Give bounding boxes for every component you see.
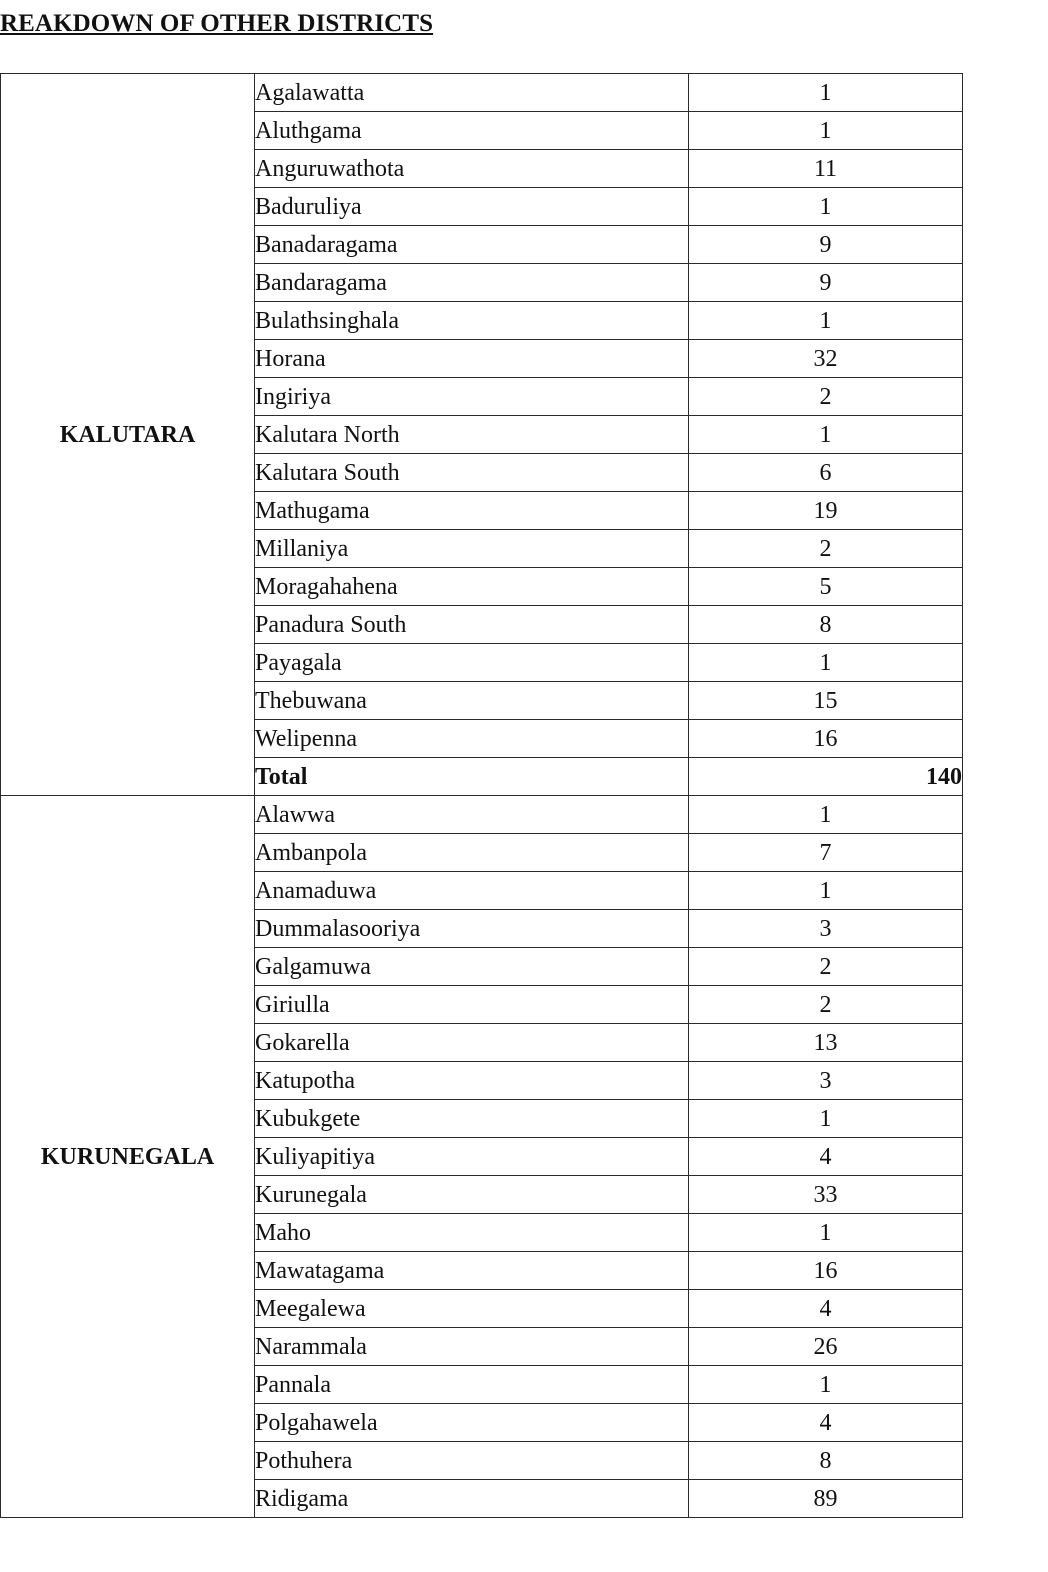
area-name: Giriulla bbox=[255, 986, 689, 1024]
area-name: Agalawatta bbox=[255, 74, 689, 112]
area-count: 7 bbox=[689, 834, 963, 872]
area-name: Payagala bbox=[255, 644, 689, 682]
area-count: 11 bbox=[689, 150, 963, 188]
area-count: 3 bbox=[689, 910, 963, 948]
area-name: Meegalewa bbox=[255, 1290, 689, 1328]
area-count: 1 bbox=[689, 188, 963, 226]
area-name: Kubukgete bbox=[255, 1100, 689, 1138]
area-name: Millaniya bbox=[255, 530, 689, 568]
area-name: Ridigama bbox=[255, 1480, 689, 1518]
area-count: 2 bbox=[689, 948, 963, 986]
area-count: 9 bbox=[689, 264, 963, 302]
area-name: Anguruwathota bbox=[255, 150, 689, 188]
area-name: Aluthgama bbox=[255, 112, 689, 150]
area-name: Panadura South bbox=[255, 606, 689, 644]
area-count: 33 bbox=[689, 1176, 963, 1214]
area-count: 8 bbox=[689, 606, 963, 644]
area-name: Katupotha bbox=[255, 1062, 689, 1100]
area-count: 1 bbox=[689, 644, 963, 682]
area-name: Kuliyapitiya bbox=[255, 1138, 689, 1176]
area-count: 8 bbox=[689, 1442, 963, 1480]
area-name: Kalutara North bbox=[255, 416, 689, 454]
area-count: 15 bbox=[689, 682, 963, 720]
district-name: KURUNEGALA bbox=[1, 796, 255, 1518]
area-name: Maho bbox=[255, 1214, 689, 1252]
area-name: Pothuhera bbox=[255, 1442, 689, 1480]
area-count: 3 bbox=[689, 1062, 963, 1100]
district-breakdown-table bbox=[0, 73, 963, 1518]
area-name: Ambanpola bbox=[255, 834, 689, 872]
area-count: 1 bbox=[689, 1100, 963, 1138]
area-name: Alawwa bbox=[255, 796, 689, 834]
area-count: 1 bbox=[689, 302, 963, 340]
area-count: 6 bbox=[689, 454, 963, 492]
area-count: 4 bbox=[689, 1404, 963, 1442]
district-name: KALUTARA bbox=[1, 74, 255, 796]
area-name: Gokarella bbox=[255, 1024, 689, 1062]
area-count: 2 bbox=[689, 378, 963, 416]
area-name: Ingiriya bbox=[255, 378, 689, 416]
area-count: 9 bbox=[689, 226, 963, 264]
area-count: 1 bbox=[689, 74, 963, 112]
area-name: Dummalasooriya bbox=[255, 910, 689, 948]
area-name: Pannala bbox=[255, 1366, 689, 1404]
area-name: Mawatagama bbox=[255, 1252, 689, 1290]
area-name: Baduruliya bbox=[255, 188, 689, 226]
area-name: Polgahawela bbox=[255, 1404, 689, 1442]
area-count: 1 bbox=[689, 1366, 963, 1404]
area-count: 13 bbox=[689, 1024, 963, 1062]
table-body bbox=[1, 74, 963, 1518]
area-count: 19 bbox=[689, 492, 963, 530]
area-name: Kurunegala bbox=[255, 1176, 689, 1214]
table-row bbox=[1, 74, 963, 112]
area-count: 26 bbox=[689, 1328, 963, 1366]
area-name: Welipenna bbox=[255, 720, 689, 758]
area-name: Galgamuwa bbox=[255, 948, 689, 986]
area-count: 2 bbox=[689, 530, 963, 568]
total-label: Total bbox=[255, 758, 689, 796]
area-count: 1 bbox=[689, 872, 963, 910]
page-title: REAKDOWN OF OTHER DISTRICTS bbox=[0, 10, 434, 37]
area-count: 4 bbox=[689, 1290, 963, 1328]
table-row bbox=[1, 796, 963, 834]
area-name: Mathugama bbox=[255, 492, 689, 530]
area-count: 89 bbox=[689, 1480, 963, 1518]
area-name: Bulathsinghala bbox=[255, 302, 689, 340]
area-count: 1 bbox=[689, 112, 963, 150]
area-name: Narammala bbox=[255, 1328, 689, 1366]
area-count: 16 bbox=[689, 720, 963, 758]
area-name: Thebuwana bbox=[255, 682, 689, 720]
area-name: Bandaragama bbox=[255, 264, 689, 302]
area-count: 1 bbox=[689, 796, 963, 834]
area-count: 4 bbox=[689, 1138, 963, 1176]
area-name: Anamaduwa bbox=[255, 872, 689, 910]
area-name: Kalutara South bbox=[255, 454, 689, 492]
area-name: Moragahahena bbox=[255, 568, 689, 606]
area-count: 32 bbox=[689, 340, 963, 378]
area-count: 16 bbox=[689, 1252, 963, 1290]
area-count: 2 bbox=[689, 986, 963, 1024]
area-count: 1 bbox=[689, 1214, 963, 1252]
total-value: 140 bbox=[689, 758, 963, 796]
area-count: 5 bbox=[689, 568, 963, 606]
area-count: 1 bbox=[689, 416, 963, 454]
area-name: Banadaragama bbox=[255, 226, 689, 264]
area-name: Horana bbox=[255, 340, 689, 378]
